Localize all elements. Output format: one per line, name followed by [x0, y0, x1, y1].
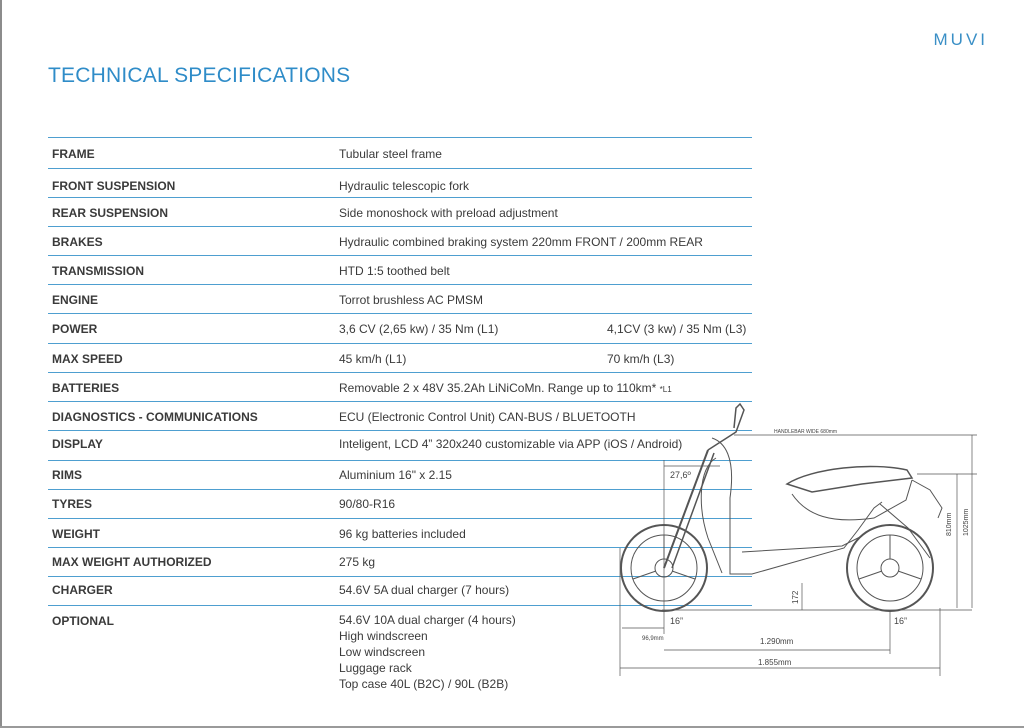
spec-value: Hydraulic combined braking system 220mm FRONT / 200mm REAR: [339, 235, 703, 249]
spec-value: ECU (Electronic Control Unit) CAN-BUS / BLUETOOTH: [339, 410, 636, 424]
spec-label: FRONT SUSPENSION: [52, 179, 176, 193]
spec-value: 45 km/h (L1): [339, 352, 407, 366]
spec-label: MAX SPEED: [52, 352, 123, 366]
optional-item: Luggage rack: [339, 661, 412, 675]
spec-value: Torrot brushless AC PMSM: [339, 293, 484, 307]
spec-row-front-suspension: [48, 168, 752, 197]
spec-label: DISPLAY: [52, 437, 103, 451]
spec-value: Hydraulic telescopic fork: [339, 179, 470, 193]
spec-row-rear-suspension: [48, 197, 752, 226]
diagram-wheelbase: 1.290mm: [760, 637, 794, 646]
optional-item: 54.6V 10A dual charger (4 hours): [339, 613, 516, 627]
spec-label: OPTIONAL: [52, 614, 114, 628]
spec-label: TRANSMISSION: [52, 264, 145, 278]
spec-label: FRAME: [52, 147, 95, 161]
diagram-length: 1.855mm: [758, 658, 792, 667]
spec-footnote: *L1: [659, 385, 672, 394]
spec-value: Inteligent, LCD 4” 320x240 customizable via APP (iOS / Android): [339, 437, 683, 451]
diagram-front-wheel-size: 16”: [670, 616, 684, 626]
spec-value: [339, 381, 672, 395]
spec-value: 96 kg batteries included: [339, 527, 466, 541]
spec-value: 3,6 CV (2,65 kw) / 35 Nm (L1): [339, 322, 499, 336]
page-border-left: [0, 0, 2, 728]
spec-value: HTD 1:5 toothed belt: [339, 264, 450, 278]
diagram-seat-height: 810mm: [946, 512, 953, 536]
spec-label: CHARGER: [52, 583, 113, 597]
diagram-ground-clearance: 172: [791, 590, 800, 604]
spec-label: BRAKES: [52, 235, 103, 249]
spec-label: MAX WEIGHT AUTHORIZED: [52, 555, 212, 569]
spec-row-max-speed: [48, 343, 752, 372]
diagram-front-offset: 96,9mm: [642, 636, 664, 642]
spec-value: Aluminium 16" x 2.15: [339, 468, 452, 482]
spec-label: ENGINE: [52, 293, 99, 307]
page-title: TECHNICAL SPECIFICATIONS: [48, 64, 351, 87]
spec-value-text: Removable 2 x 48V 35.2Ah LiNiCoMn. Range up to 110km*: [339, 381, 657, 395]
diagram-rear-wheel-size: 16”: [894, 616, 908, 626]
diagram-total-height: 1025mm: [963, 508, 970, 536]
spec-value-secondary: 4,1CV (3 kw) / 35 Nm (L3): [607, 322, 747, 336]
diagram-angle: 27,6º: [670, 470, 691, 480]
spec-row-engine: [48, 284, 752, 313]
spec-label: REAR SUSPENSION: [52, 206, 169, 220]
spec-value-secondary: 70 km/h (L3): [607, 352, 675, 366]
spec-label: BATTERIES: [52, 381, 120, 395]
spec-row-batteries: [48, 372, 752, 401]
spec-value: 90/80-R16: [339, 497, 396, 511]
spec-value: 54.6V 5A dual charger (7 hours): [339, 583, 510, 597]
optional-item: Top case 40L (B2C) / 90L (B2B): [339, 677, 509, 691]
spec-row-transmission: [48, 255, 752, 284]
spec-value: Side monoshock with preload adjustment: [339, 206, 558, 220]
spec-row-frame: [48, 137, 752, 168]
spec-label: WEIGHT: [52, 527, 100, 541]
brand-logo: MUVI: [933, 30, 988, 49]
optional-item: Low windscreen: [339, 645, 426, 659]
spec-value: 275 kg: [339, 555, 376, 569]
optional-item: High windscreen: [339, 629, 428, 643]
spec-row-brakes: [48, 226, 752, 255]
spec-row-power: [48, 313, 752, 343]
spec-value-list: [339, 612, 516, 692]
spec-value: Tubular steel frame: [339, 147, 442, 161]
scooter-dimension-drawing: [612, 398, 1020, 680]
spec-label: POWER: [52, 322, 98, 336]
spec-label: DIAGNOSTICS - COMMUNICATIONS: [52, 410, 258, 424]
spec-label: RIMS: [52, 468, 82, 482]
diagram-handlebar-wide: HANDLEBAR WIDE 680mm: [774, 429, 838, 435]
spec-label: TYRES: [52, 497, 93, 511]
